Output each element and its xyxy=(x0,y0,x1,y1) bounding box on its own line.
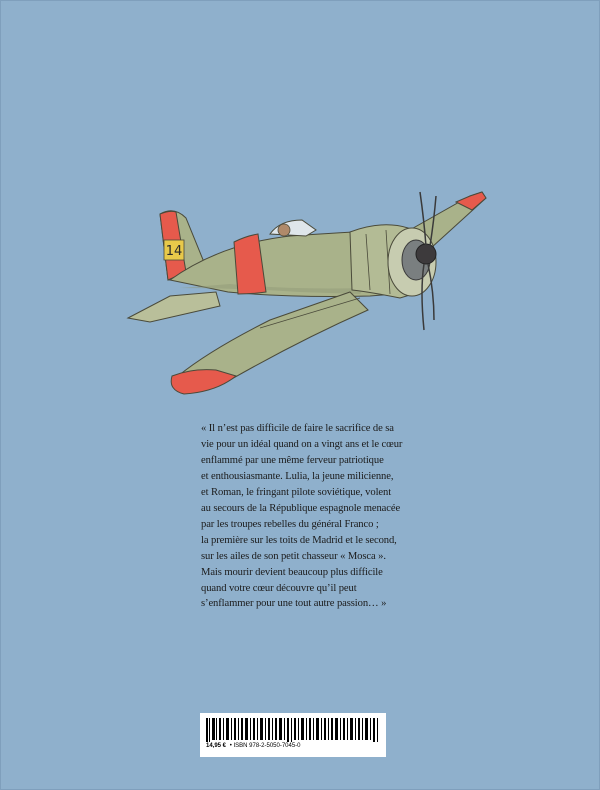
back-cover-blurb xyxy=(201,421,431,612)
blurb-line: enflammé par une même ferveur patriotique xyxy=(201,454,384,466)
tail-number: 14 xyxy=(165,244,183,259)
price-label: 14,95 € xyxy=(206,743,227,749)
barcode-icon xyxy=(206,718,380,742)
barcode-caption xyxy=(206,743,301,749)
blurb-line: vie pour un idéal quand on a vingt ans et le cœur xyxy=(201,438,403,450)
blurb-line: et enthousiasmante. Lulia, la jeune milicienne, xyxy=(201,470,394,482)
barcode-label xyxy=(200,713,386,757)
isbn-label: • ISBN 978-2-5050-7045-0 xyxy=(229,743,301,749)
blurb-line: sur les ailes de son petit chasseur « Mosca ». xyxy=(201,550,386,562)
blurb-line: la première sur les toits de Madrid et le second, xyxy=(201,534,397,546)
aircraft-illustration xyxy=(120,180,500,410)
blurb-line: « Il n’est pas difficile de faire le sacrifice de sa xyxy=(201,423,394,434)
blurb-line: quand votre cœur découvre qu’il peut xyxy=(201,582,357,594)
blurb-line: au secours de la République espagnole menacée xyxy=(201,502,401,514)
blurb-line: s’enflammer pour une tout autre passion… » xyxy=(201,598,387,610)
blurb-line: Mais mourir devient beaucoup plus difficile xyxy=(201,566,383,578)
blurb-line: par les troupes rebelles du général Franco ; xyxy=(201,518,379,530)
blurb-line: et Roman, le fringant pilote soviétique, volent xyxy=(201,486,392,498)
